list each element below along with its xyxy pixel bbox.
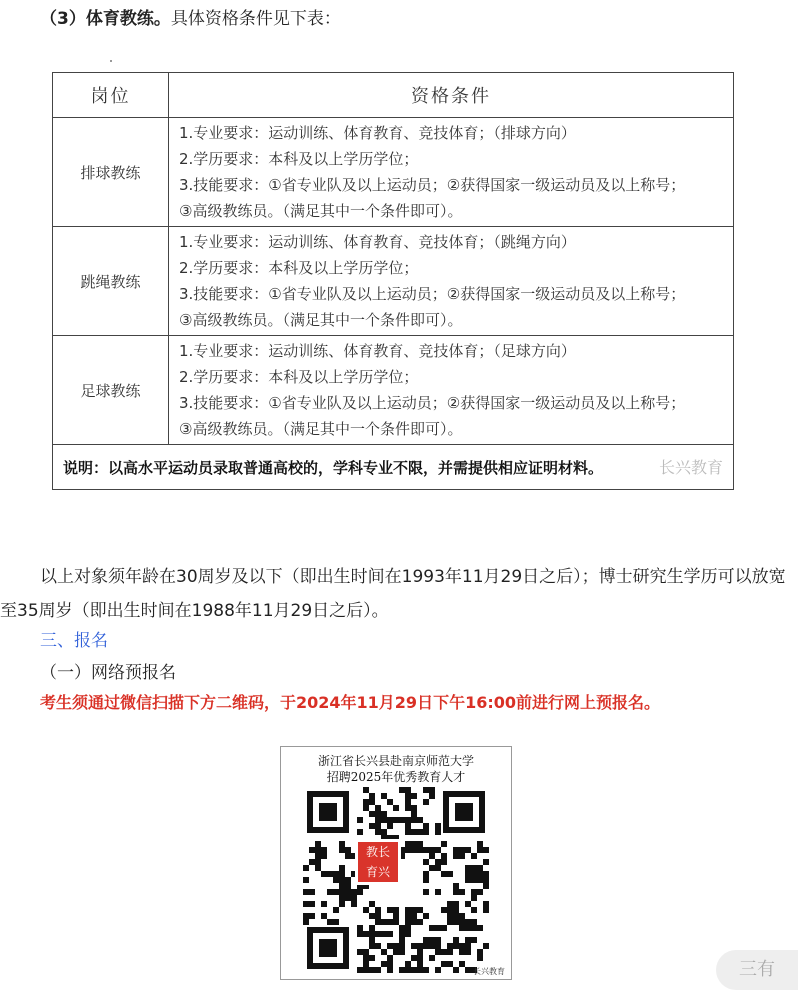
requirements-cell bbox=[169, 118, 734, 227]
requirement-line: 1.专业要求：运动训练、体育教育、竞技体育；（跳绳方向） bbox=[179, 233, 576, 251]
heading-number: （3）体育教练。 bbox=[40, 9, 171, 29]
section-title-registration: 三、报名 bbox=[40, 631, 108, 651]
requirement-line: 1.专业要求：运动训练、体育教育、竞技体育；（排球方向） bbox=[179, 124, 576, 142]
heading-text: 具体资格条件见下表： bbox=[170, 9, 341, 29]
requirements-cell bbox=[169, 227, 734, 336]
table-row bbox=[53, 227, 734, 336]
section-heading bbox=[40, 8, 341, 30]
qr-title bbox=[281, 753, 511, 785]
note-text: 说明：以高水平运动员录取普通高校的，学科专业不限，并需提供相应证明材料。 bbox=[63, 458, 604, 477]
requirement-line: 3.技能要求：①省专业队及以上运动员；②获得国家一级运动员及以上称号； bbox=[179, 394, 686, 412]
header-qualifications: 资格条件 bbox=[169, 73, 734, 118]
table-row bbox=[53, 336, 734, 445]
qr-code-card bbox=[280, 746, 512, 980]
post-cell: 足球教练 bbox=[53, 336, 169, 445]
stray-dot bbox=[110, 60, 112, 62]
floating-menu-button[interactable]: 三有 bbox=[716, 950, 798, 990]
requirement-line: 2.学历要求：本科及以上学历学位； bbox=[179, 368, 419, 386]
requirements-cell bbox=[169, 336, 734, 445]
requirement-line: 1.专业要求：运动训练、体育教育、竞技体育；（足球方向） bbox=[179, 342, 576, 360]
table-row bbox=[53, 118, 734, 227]
qr-title-line: 浙江省长兴县赴南京师范大学 bbox=[317, 754, 474, 768]
qr-title-line: 招聘2025年优秀教育人才 bbox=[326, 770, 466, 784]
requirement-line: ③高级教练员。（满足其中一个条件即可）。 bbox=[179, 420, 463, 438]
requirement-line: 2.学历要求：本科及以上学历学位； bbox=[179, 259, 419, 277]
requirement-line: ③高级教练员。（满足其中一个条件即可）。 bbox=[179, 202, 463, 220]
requirement-line: 3.技能要求：①省专业队及以上运动员；②获得国家一级运动员及以上称号； bbox=[179, 285, 686, 303]
age-paragraph: 以上对象须年龄在30周岁及以下（即出生时间在1993年11月29日之后）；博士研究生学历可以放宽至35周岁（即出生时间在1988年11月29日之后）。 bbox=[0, 567, 786, 621]
note-cell bbox=[53, 445, 734, 490]
post-cell: 跳绳教练 bbox=[53, 227, 169, 336]
qr-badge-line: 教长 bbox=[365, 845, 390, 859]
post-cell: 排球教练 bbox=[53, 118, 169, 227]
watermark: 长兴教育 bbox=[658, 458, 723, 477]
requirement-line: 2.学历要求：本科及以上学历学位； bbox=[179, 150, 419, 168]
requirement-line: 3.技能要求：①省专业队及以上运动员；②获得国家一级运动员及以上称号； bbox=[179, 176, 686, 194]
red-notice: 考生须通过微信扫描下方二维码，于2024年11月29日下午16:00前进行网上预报名。 bbox=[40, 693, 660, 712]
qr-footer: 长兴教育 bbox=[473, 967, 505, 976]
requirement-line: ③高级教练员。（满足其中一个条件即可）。 bbox=[179, 311, 463, 329]
header-post: 岗位 bbox=[53, 73, 169, 118]
qr-badge-line: 育兴 bbox=[365, 865, 390, 879]
qualification-table bbox=[52, 72, 734, 490]
note-row bbox=[53, 445, 734, 490]
qr-center-logo bbox=[355, 839, 401, 885]
table-header-row bbox=[53, 73, 734, 118]
subsection-online-preregistration: （一）网络预报名 bbox=[40, 663, 176, 683]
